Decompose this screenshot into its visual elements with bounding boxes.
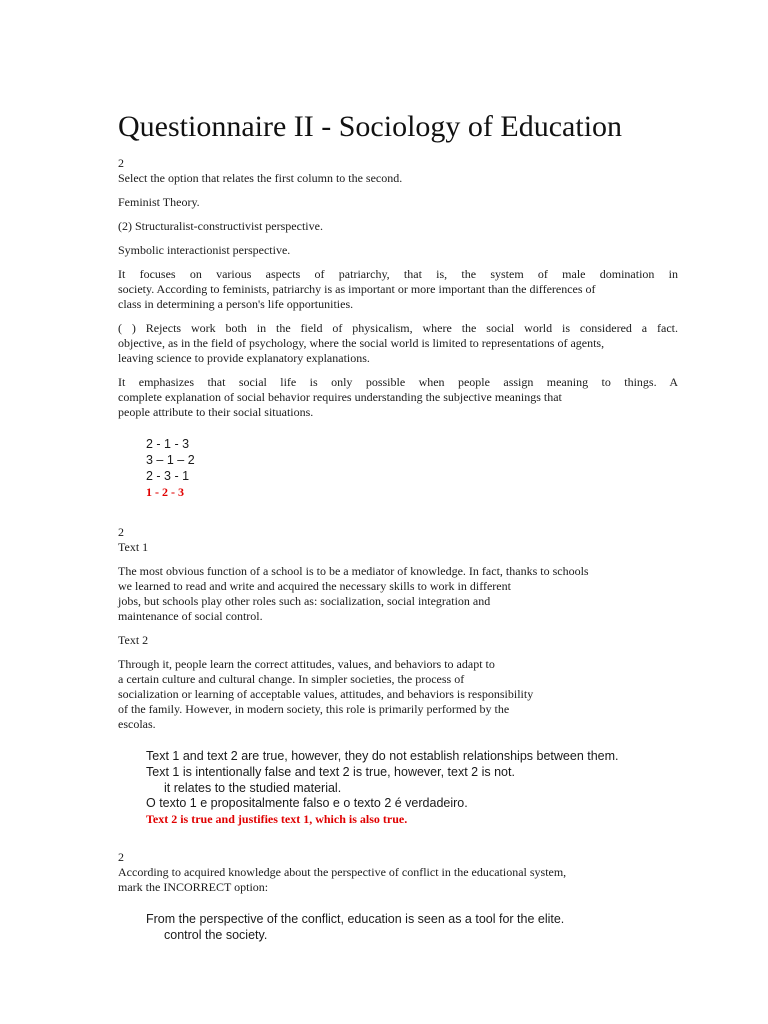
text-line: maintenance of social control. — [118, 609, 263, 623]
option-label: 3 – 1 – 2 — [146, 453, 195, 467]
option-label: Text 1 is intentionally false and text 2 is true, however, text 2 is not. — [146, 765, 515, 779]
answer-options-3 — [118, 912, 678, 943]
answer-options-2 — [118, 749, 678, 827]
text-line: escolas. — [118, 717, 156, 731]
column-item-2: (2) Structuralist-constructivist perspective. — [118, 219, 323, 233]
option-label-continued: it relates to the studied material. — [164, 781, 342, 795]
description-line: It focuses on various aspects of patriarchy, that is, the system of male domination in — [118, 267, 678, 281]
option-label-continued: control the society. — [164, 928, 268, 942]
answer-option[interactable] — [142, 453, 678, 469]
answer-option[interactable] — [142, 765, 678, 796]
text-line: of the family. However, in modern society, this role is primarily performed by the — [118, 702, 510, 716]
text-2-label: Text 2 — [118, 633, 149, 647]
option-label: From the perspective of the conflict, education is seen as a tool for the elite. — [146, 912, 565, 926]
option-label: Text 2 is true and justifies text 1, which is also true. — [146, 812, 408, 826]
description-line: class in determining a person's life opportunities. — [118, 297, 354, 311]
answer-option[interactable] — [142, 749, 678, 765]
question-prompt: According to acquired knowledge about the perspective of conflict in the educational system, — [118, 865, 567, 879]
description-1 — [118, 267, 678, 312]
description-3 — [118, 375, 678, 420]
description-line: ( ) Rejects work both in the field of physicalism, where the social world is considered a fact. — [118, 321, 678, 335]
option-label: O texto 1 e propositalmente falso e o texto 2 é verdadeiro. — [146, 796, 468, 810]
answer-option[interactable] — [142, 469, 678, 485]
text-2-body — [118, 657, 678, 732]
description-line: society. According to feminists, patriarchy is as important or more important than the differences of — [118, 282, 596, 296]
column-item-3: Symbolic interactionist perspective. — [118, 243, 291, 257]
description-line: It emphasizes that social life is only possible when people assign meaning to things. A — [118, 375, 678, 389]
text-1-label: Text 1 — [118, 540, 149, 554]
answer-option[interactable] — [142, 437, 678, 453]
description-2 — [118, 321, 678, 366]
question-prompt: Select the option that relates the first column to the second. — [118, 171, 403, 185]
text-line: The most obvious function of a school is to be a mediator of knowledge. In fact, thanks to schools — [118, 564, 589, 578]
text-line: jobs, but schools play other roles such as: socialization, social integration and — [118, 594, 491, 608]
question-number: 2 — [118, 156, 124, 170]
option-label: Text 1 and text 2 are true, however, they do not establish relationships between them. — [146, 749, 619, 763]
description-line: leaving science to provide explanatory explanations. — [118, 351, 370, 365]
answer-options-1 — [118, 437, 678, 500]
answer-option-selected[interactable] — [142, 812, 678, 827]
text-line: a certain culture and cultural change. In simpler societies, the process of — [118, 672, 465, 686]
answer-option[interactable] — [142, 796, 678, 812]
question-2 — [118, 525, 678, 827]
option-label: 1 - 2 - 3 — [146, 485, 184, 499]
text-1-body — [118, 564, 678, 624]
option-label: 2 - 1 - 3 — [146, 437, 190, 451]
description-line: people attribute to their social situations. — [118, 405, 314, 419]
text-line: socialization or learning of acceptable values, attitudes, and behaviors is responsibility — [118, 687, 534, 701]
description-line: objective, as in the field of psychology, where the social world is limited to representations of agents, — [118, 336, 605, 350]
answer-option[interactable] — [142, 912, 678, 943]
page-title: Questionnaire II - Sociology of Education — [118, 110, 623, 143]
text-line: Through it, people learn the correct attitudes, values, and behaviors to adapt to — [118, 657, 495, 671]
question-number: 2 — [118, 525, 124, 539]
question-number: 2 — [118, 850, 124, 864]
document-page — [118, 110, 678, 943]
answer-option-selected[interactable] — [142, 485, 678, 500]
text-line: we learned to read and write and acquired the necessary skills to work in different — [118, 579, 511, 593]
description-line: complete explanation of social behavior requires understanding the subjective meanings that — [118, 390, 562, 404]
option-label: 2 - 3 - 1 — [146, 469, 190, 483]
question-3 — [118, 850, 678, 943]
column-item-1: Feminist Theory. — [118, 195, 200, 209]
question-1 — [118, 156, 678, 500]
question-prompt: mark the INCORRECT option: — [118, 880, 269, 894]
